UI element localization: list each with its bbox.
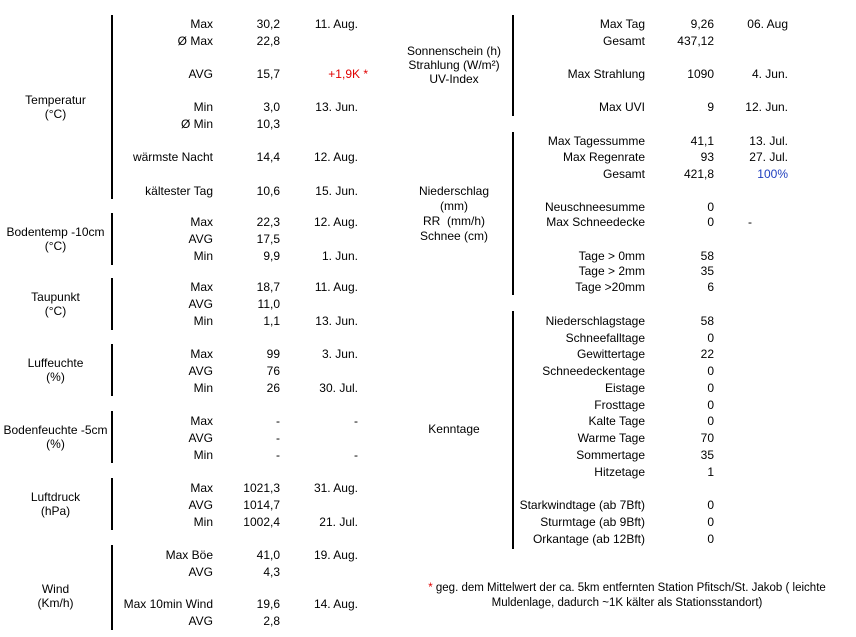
row-value: 3,0	[263, 100, 280, 114]
row-value: 0	[707, 398, 714, 412]
row-date: 21. Jul.	[319, 515, 358, 529]
row-label: Ø Max	[177, 34, 213, 48]
row-label: Max 10min Wind	[123, 597, 213, 611]
row-value: 10,3	[256, 117, 280, 131]
row-label: Eistage	[604, 381, 645, 395]
row-value: 35	[700, 264, 714, 278]
row-value: 30,2	[256, 17, 280, 31]
row-label: Sommertage	[576, 448, 645, 462]
row-value: 41,0	[256, 548, 280, 562]
row-value: 76	[266, 364, 280, 378]
row-value: 9,26	[690, 17, 714, 31]
row-value: 58	[700, 314, 714, 328]
row-label: Niederschlagstage	[545, 314, 645, 328]
row-label: Starkwindtage (ab 7Bft)	[519, 498, 645, 512]
row-label: Tage > 2mm	[578, 264, 645, 278]
row-date: 13. Jun.	[315, 314, 358, 328]
row-value: 22,8	[256, 34, 280, 48]
row-date: 31. Aug.	[313, 481, 358, 495]
row-value: -	[276, 414, 280, 428]
row-value: 18,7	[256, 280, 280, 294]
footnote-star: *	[428, 582, 433, 594]
row-value: 0	[707, 414, 714, 428]
row-value: 10,6	[256, 184, 280, 198]
row-value: 0	[707, 381, 714, 395]
group-label-sonne: Sonnenschein (h) Strahlung (W/m²) UV-Index	[406, 44, 502, 86]
row-label: AVG	[188, 67, 213, 81]
row-value: 1090	[687, 67, 714, 81]
row-label: Max Schneedecke	[546, 215, 645, 229]
row-label: Sturmtage (ab 9Bft)	[540, 515, 645, 529]
row-value: 26	[266, 381, 280, 395]
row-value: -	[276, 431, 280, 445]
row-label: Min	[193, 249, 213, 263]
row-value: 0	[707, 498, 714, 512]
row-label: Min	[193, 314, 213, 328]
row-value: 0	[707, 215, 714, 229]
row-value: 1014,7	[243, 498, 280, 512]
row-value: 22	[700, 347, 714, 361]
row-value: 35	[700, 448, 714, 462]
row-date: 12. Jun.	[745, 100, 788, 114]
row-value: 1002,4	[243, 515, 280, 529]
row-value: 41,1	[690, 134, 714, 148]
row-label: Ø Min	[180, 117, 213, 131]
row-value: 58	[700, 249, 714, 263]
row-label: Hitzetage	[594, 465, 645, 479]
row-label: Max	[190, 215, 213, 229]
row-label: Max	[190, 17, 213, 31]
row-date: 06. Aug	[747, 17, 788, 31]
row-label: Max	[190, 414, 213, 428]
row-date: 15. Jun.	[315, 184, 358, 198]
row-value: 15,7	[256, 67, 280, 81]
row-label: Warme Tage	[577, 431, 645, 445]
group-label-niederschlag: Niederschlag (mm) RR (mm/h) Schnee (cm)	[418, 184, 490, 243]
row-value: 0	[707, 364, 714, 378]
row-label: Neuschneesumme	[544, 200, 645, 214]
row-label: Gewittertage	[576, 347, 645, 361]
row-value: 0	[707, 200, 714, 214]
row-date: 4. Jun.	[751, 67, 788, 81]
row-label: Max UVI	[598, 100, 645, 114]
row-date: 1. Jun.	[321, 249, 358, 263]
row-label: Gesamt	[602, 34, 645, 48]
row-date: 12. Aug.	[313, 150, 358, 164]
percent-of-normal: 100%	[757, 167, 788, 181]
row-value: 99	[266, 347, 280, 361]
row-date: -	[354, 448, 358, 462]
group-label-bodenfeuchte: Bodenfeuchte -5cm (%)	[3, 423, 108, 451]
footnote	[412, 581, 842, 611]
row-value: 437,12	[677, 34, 714, 48]
row-label: Max	[190, 481, 213, 495]
row-label: Max Böe	[165, 548, 213, 562]
row-label: Max	[190, 280, 213, 294]
row-label: AVG	[188, 364, 213, 378]
row-label: AVG	[188, 232, 213, 246]
row-label: AVG	[188, 431, 213, 445]
row-date: 13. Jun.	[315, 100, 358, 114]
row-value: 2,8	[263, 614, 280, 628]
row-label: AVG	[188, 498, 213, 512]
row-value: 1	[707, 465, 714, 479]
row-label: Max Strahlung	[567, 67, 645, 81]
row-label: Gesamt	[602, 167, 645, 181]
row-label: kältester Tag	[145, 184, 213, 198]
group-label-taupunkt: Taupunkt (°C)	[31, 290, 80, 318]
row-label: Max Tagessumme	[547, 134, 645, 148]
row-label: Kalte Tage	[588, 414, 645, 428]
row-value: 14,4	[256, 150, 280, 164]
row-label: AVG	[188, 614, 213, 628]
row-label: Max	[190, 347, 213, 361]
footnote-text: geg. dem Mittelwert der ca. 5km entfernten Station Pfitsch/St. Jakob ( leichte Muldenlage, dadurch ~1K kälter als Stationsstandort)	[435, 582, 826, 609]
row-value: 0	[707, 331, 714, 345]
row-label: Orkantage (ab 12Bft)	[532, 532, 645, 546]
row-label: Max Regenrate	[562, 150, 645, 164]
row-value: 70	[700, 431, 714, 445]
row-value: 9,9	[263, 249, 280, 263]
row-value: -	[276, 448, 280, 462]
group-label-wind: Wind (Km/h)	[37, 582, 74, 610]
row-date: -	[354, 414, 358, 428]
row-value: 9	[707, 100, 714, 114]
row-value: 421,8	[683, 167, 714, 181]
row-value: 0	[707, 532, 714, 546]
row-value: 1,1	[263, 314, 280, 328]
group-label-luftfeuchte: Luffeuchte (%)	[27, 356, 84, 384]
group-label-kenntage: Kenntage	[428, 422, 480, 436]
row-value: 6	[707, 280, 714, 294]
row-date: 27. Jul.	[749, 150, 788, 164]
row-label: Max Tag	[599, 17, 645, 31]
group-label-temperatur: Temperatur (°C)	[25, 93, 86, 121]
row-date: 11. Aug.	[314, 280, 358, 294]
row-label: AVG	[188, 565, 213, 579]
row-date: -	[748, 215, 752, 229]
row-label: Frosttage	[594, 398, 645, 412]
row-label: wärmste Nacht	[132, 150, 213, 164]
group-label-luftdruck: Luftdruck (hPa)	[30, 490, 81, 518]
row-label: AVG	[188, 297, 213, 311]
row-value: 22,3	[256, 215, 280, 229]
row-value: 1021,3	[243, 481, 280, 495]
row-label: Min	[193, 100, 213, 114]
row-value: 19,6	[256, 597, 280, 611]
group-label-bodentemp: Bodentemp -10cm (°C)	[6, 225, 105, 253]
row-label: Min	[193, 381, 213, 395]
row-date: 11. Aug.	[314, 17, 358, 31]
row-date: 12. Aug.	[313, 215, 358, 229]
row-date: 19. Aug.	[313, 548, 358, 562]
row-label: Tage > 0mm	[578, 249, 645, 263]
row-label: Schneedeckentage	[542, 364, 645, 378]
row-date: 13. Jul.	[749, 134, 788, 148]
row-date: 3. Jun.	[321, 347, 358, 361]
row-label: Tage >20mm	[575, 280, 645, 294]
row-value: 4,3	[263, 565, 280, 579]
row-value: 0	[707, 515, 714, 529]
row-date: 30. Jul.	[319, 381, 358, 395]
row-value: 93	[700, 150, 714, 164]
row-value: 17,5	[256, 232, 280, 246]
row-value: 11,0	[257, 297, 280, 311]
row-date: 14. Aug.	[313, 597, 358, 611]
avg-anomaly: +1,9K *	[328, 67, 368, 81]
row-label: Min	[193, 448, 213, 462]
row-label: Min	[193, 515, 213, 529]
row-label: Schneefalltage	[565, 331, 645, 345]
